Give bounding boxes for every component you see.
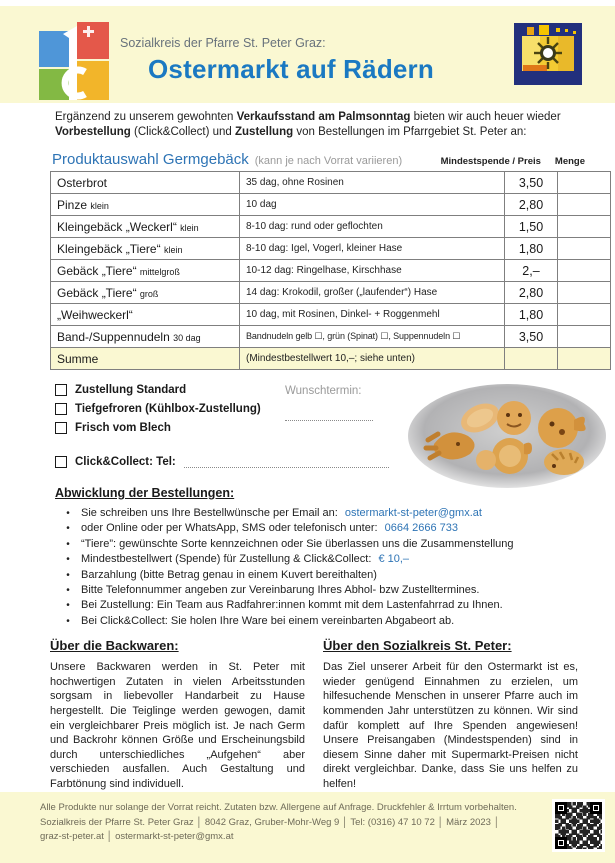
product-price: 3,50 [505, 326, 558, 348]
column-header-qty: Menge [554, 156, 585, 167]
sozialkreis-heading: Über den Sozialkreis St. Peter: [323, 638, 512, 653]
footer-line-address: Sozialkreis der Pfarre St. Peter Graz │ 8042 Graz, Gruber-Mohr-Weg 9 │ Tel: (0316) 47 10 72 │ März 2023 │ [40, 816, 500, 828]
product-section-header [52, 151, 587, 168]
list-item: • Bei Zustellung: Ein Team aus Radfahrer:innen kommt mit dem Lastenfahrrad zu Ihnen. [55, 598, 585, 613]
wunschtermin-label: Wunschtermin: [285, 385, 362, 397]
list-item: • Barzahlung (bitte Betrag genau in einem Kuvert bereithalten) [55, 568, 585, 583]
abwicklung-section [55, 486, 585, 629]
option-zustellung-standard[interactable]: Zustellung Standard [55, 384, 405, 396]
list-item: • Bitte Telefonnummer angeben zur Vereinbarung Ihres Abhol- bzw Zustelltermines. [55, 583, 585, 598]
intro-paragraph: Ergänzend zu unserem gewohnten Verkaufsstand am Palmsonntag bieten wir auch heuer wieder Vorbestellung (Click&Collect) und Zustellung von Bestellungen im Pfarrgebiet St. Peter an: [55, 111, 561, 138]
tel-input-line[interactable] [184, 457, 389, 468]
product-desc: 10-12 dag: Ringelhase, Kirschhase [240, 260, 505, 282]
qty-input-cell[interactable] [558, 326, 611, 348]
product-price: 1,50 [505, 216, 558, 238]
product-name: Gebäck „Tiere“ mittelgroß [51, 260, 240, 282]
wunschtermin-input-line[interactable] [285, 410, 373, 421]
product-desc: 35 dag, ohne Rosinen [240, 172, 505, 194]
summary-label: Summe [51, 348, 240, 370]
product-desc: 8-10 dag: rund oder geflochten [240, 216, 505, 238]
about-sozialkreis-column [323, 638, 578, 792]
qty-input-cell[interactable] [558, 194, 611, 216]
qr-finder-icon [555, 802, 567, 814]
option-frisch-vom-blech[interactable]: Frisch vom Blech [55, 422, 405, 434]
product-section-title: Produktauswahl Germgebäck [52, 151, 249, 168]
phone-link[interactable]: 0664 2666 733 [384, 522, 459, 535]
product-price: 2,– [505, 260, 558, 282]
table-row [51, 216, 611, 238]
qty-input-cell[interactable] [558, 172, 611, 194]
summary-note: (Mindestbestellwert 10,–; siehe unten) [240, 348, 505, 370]
footer-text [40, 801, 540, 845]
qty-input-cell[interactable] [558, 238, 611, 260]
about-backwaren-column [50, 638, 305, 792]
qty-input-cell[interactable] [558, 216, 611, 238]
footer-line-web: graz-st-peter.at │ ostermarkt-st-peter@gmx.at [40, 831, 234, 843]
intro-text: Ergänzend zu unserem gewohnten [55, 111, 237, 123]
product-price: 2,80 [505, 282, 558, 304]
bullet-icon: • [66, 615, 70, 627]
table-row [51, 304, 611, 326]
bullet-icon: • [66, 600, 70, 612]
product-name: Kleingebäck „Weckerl“ klein [51, 216, 240, 238]
delivery-options [55, 384, 405, 475]
table-row [51, 238, 611, 260]
bullet-icon: • [66, 538, 70, 550]
header-band [0, 6, 615, 103]
checkbox-icon[interactable] [55, 422, 67, 434]
bullet-icon: • [66, 554, 70, 566]
product-section-note: (kann je nach Vorrat variieren) [254, 155, 403, 167]
bullet-icon: • [66, 569, 70, 581]
email-link[interactable]: ostermarkt-st-peter@gmx.at [344, 507, 482, 519]
product-name: „Weihweckerl“ [51, 304, 240, 326]
list-item: • oder Online oder per WhatsApp, SMS oder telefonisch unter: 0664 2666 733 [55, 521, 585, 536]
product-desc[interactable]: Bandnudeln gelb ☐, grün (Spinat) ☐, Suppennudeln ☐ [240, 326, 505, 348]
list-item: • Mindestbestellwert (Spende) für Zustellung & Click&Collect: € 10,– [55, 552, 585, 567]
org-line: Sozialkreis der Pfarre St. Peter Graz: [120, 36, 326, 50]
table-row [51, 172, 611, 194]
list-item: • Sie schreiben uns Ihre Bestellwünsche per Email an: ostermarkt-st-peter@gmx.at [55, 506, 585, 521]
table-row [51, 260, 611, 282]
product-name: Kleingebäck „Tiere“ klein [51, 238, 240, 260]
product-table [50, 171, 611, 370]
product-price: 3,50 [505, 172, 558, 194]
ostermarkt-sun-logo [514, 23, 582, 85]
footer-line-disclaimer: Alle Produkte nur solange der Vorrat reicht. Zutaten bzw. Allergene auf Anfrage. Druckfehler & Irrtum vorbehalten. [40, 802, 517, 813]
product-name: Band-/Suppennudeln 30 dag [51, 326, 240, 348]
qr-finder-icon [555, 837, 567, 849]
list-item: • Bei Click&Collect: Sie holen Ihre Ware bei einem vereinbarten Abgabeort ab. [55, 614, 585, 629]
list-item: • “Tiere”: gewünschte Sorte kennzeichnen oder Sie überlassen uns die Zusammenstellung [55, 537, 585, 552]
qr-finder-icon [590, 802, 602, 814]
checkbox-icon[interactable] [55, 456, 67, 468]
footer-band [0, 792, 615, 863]
qty-input-cell[interactable] [558, 304, 611, 326]
table-row [51, 282, 611, 304]
product-price: 1,80 [505, 304, 558, 326]
product-price: 1,80 [505, 238, 558, 260]
column-header-price: Mindestspende / Preis [440, 156, 541, 167]
checkbox-icon[interactable] [55, 384, 67, 396]
abwicklung-bullet-list [55, 506, 585, 629]
qr-code [552, 799, 605, 852]
checkbox-icon[interactable] [55, 403, 67, 415]
sozialkreis-text: Das Ziel unserer Arbeit für den Ostermarkt ist es, wieder genügend Einnahmen zu erzielen, um hilfesuchende Menschen in unserer Pfarre auch im kommenden Jahr unterstützen zu können. Wir sind dafür komplett auf Ihre Spenden angewiesen! Unsere Preisangaben (Mindestspenden) sind in diesem Sinne daher mit Supermarkt-Preisen nicht direkt vergleichbar. Danke, dass Sie uns helfen zu helfen! [323, 661, 578, 790]
option-tiefgefroren[interactable]: Tiefgefroren (Kühlbox-Zustellung) [55, 403, 405, 415]
pfarre-st-peter-logo [39, 22, 109, 100]
bullet-icon: • [66, 585, 70, 597]
product-name: Osterbrot [51, 172, 240, 194]
backwaren-text: Unsere Backwaren werden in St. Peter mit hochwertigen Zutaten in vielen Arbeitsstunden sorgsam in liebevoller Handarbeit zu Hause hergestellt. Die Teiglinge werden gewogen, damit ein vergleichbarer Preis möglich ist. Je nach Germ und Backrohr können Größe und Erscheinungsbild durch unterschiedliches „Aufgehen“ aber verschieden ausfallen. Auch Gestaltung und Farbtönung sind individuell. [50, 661, 305, 790]
about-columns [50, 638, 578, 792]
product-desc: 8-10 dag: Igel, Vogerl, kleiner Hase [240, 238, 505, 260]
abwicklung-heading: Abwicklung der Bestellungen: [55, 486, 235, 500]
qty-input-cell[interactable] [558, 282, 611, 304]
product-name: Gebäck „Tiere“ groß [51, 282, 240, 304]
backwaren-heading: Über die Backwaren: [50, 638, 179, 653]
product-name: Pinze klein [51, 194, 240, 216]
bullet-icon: • [66, 523, 70, 535]
product-price: 2,80 [505, 194, 558, 216]
summary-price-cell[interactable] [505, 348, 558, 370]
product-desc: 10 dag, mit Rosinen, Dinkel- + Roggenmehl [240, 304, 505, 326]
page-title: Ostermarkt auf Rädern [148, 54, 434, 84]
table-row [51, 326, 611, 348]
product-desc: 10 dag [240, 194, 505, 216]
qty-input-cell[interactable] [558, 260, 611, 282]
table-row [51, 194, 611, 216]
summary-row [51, 348, 611, 370]
summary-qty-cell[interactable] [558, 348, 611, 370]
bullet-icon: • [66, 508, 70, 519]
min-order-value: € 10,– [378, 553, 410, 566]
pastries-photo [406, 382, 608, 490]
option-click-collect[interactable]: Click&Collect: Tel: [55, 456, 405, 468]
product-desc: 14 dag: Krokodil, großer („laufender“) Hase [240, 282, 505, 304]
